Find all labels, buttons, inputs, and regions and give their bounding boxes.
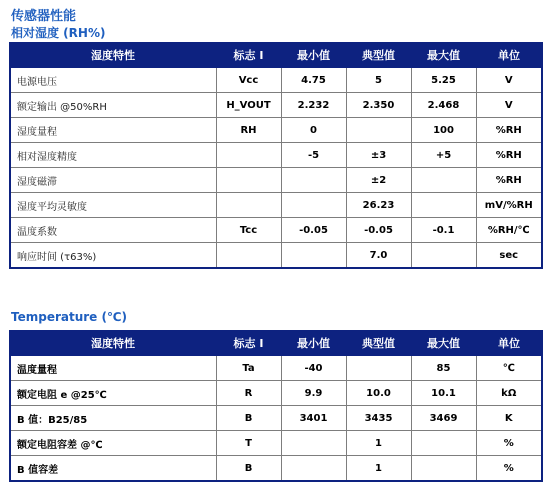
- row-name: 额定输出 @50%RH: [10, 93, 216, 118]
- row-name: B 值容差: [10, 456, 216, 482]
- row-name: 湿度量程: [10, 118, 216, 143]
- table-header-row: [10, 43, 542, 67]
- header-symbol: 标志 I: [216, 331, 281, 355]
- row-unit: mV/%RH: [476, 193, 542, 218]
- row-symbol: RH: [216, 118, 281, 143]
- table-row: [10, 93, 542, 118]
- header-characteristic: 湿度特性: [10, 331, 216, 355]
- row-name: 额定电阻容差 @℃: [10, 431, 216, 456]
- row-name: 电源电压: [10, 67, 216, 93]
- row-unit: sec: [476, 243, 542, 269]
- row-typ: 2.350: [346, 93, 411, 118]
- row-unit: %RH: [476, 118, 542, 143]
- row-max: 10.1: [411, 381, 476, 406]
- header-max: 最大值: [411, 331, 476, 355]
- row-typ: -0.05: [346, 218, 411, 243]
- row-unit: V: [476, 93, 542, 118]
- row-unit: ℃: [476, 355, 542, 381]
- header-symbol: 标志 I: [216, 43, 281, 67]
- table-row: [10, 168, 542, 193]
- row-unit: %RH/℃: [476, 218, 542, 243]
- table-row: [10, 456, 542, 482]
- row-name: 湿度磁滞: [10, 168, 216, 193]
- section-title: 传感器性能: [11, 9, 77, 24]
- row-min: -40: [281, 355, 346, 381]
- row-unit: K: [476, 406, 542, 431]
- row-min: [281, 431, 346, 456]
- table-row: [10, 355, 542, 381]
- header-characteristic: 湿度特性: [10, 43, 216, 67]
- row-name: 相对湿度精度: [10, 143, 216, 168]
- row-min: 4.75: [281, 67, 346, 93]
- row-symbol: [216, 168, 281, 193]
- row-typ: ±2: [346, 168, 411, 193]
- table-row: [10, 243, 542, 269]
- row-symbol: T: [216, 431, 281, 456]
- row-symbol: B: [216, 456, 281, 482]
- row-max: +5: [411, 143, 476, 168]
- row-min: [281, 168, 346, 193]
- row-symbol: [216, 243, 281, 269]
- row-unit: kΩ: [476, 381, 542, 406]
- row-typ: ±3: [346, 143, 411, 168]
- row-max: [411, 243, 476, 269]
- humidity-spec-table: [9, 42, 543, 269]
- row-min: [281, 456, 346, 482]
- row-typ: 1: [346, 456, 411, 482]
- row-unit: %: [476, 456, 542, 482]
- row-unit: %: [476, 431, 542, 456]
- row-symbol: H_VOUT: [216, 93, 281, 118]
- row-symbol: [216, 193, 281, 218]
- row-max: 85: [411, 355, 476, 381]
- row-max: 5.25: [411, 67, 476, 93]
- row-symbol: R: [216, 381, 281, 406]
- row-min: 0: [281, 118, 346, 143]
- row-name: 温度系数: [10, 218, 216, 243]
- row-name: 额定电阻 e @25℃: [10, 381, 216, 406]
- row-typ: 1: [346, 431, 411, 456]
- table-row: [10, 406, 542, 431]
- row-min: [281, 193, 346, 218]
- table-row: [10, 193, 542, 218]
- row-symbol: Ta: [216, 355, 281, 381]
- table-row: [10, 143, 542, 168]
- header-unit: 单位: [476, 331, 542, 355]
- row-unit: %RH: [476, 143, 542, 168]
- table-row: [10, 218, 542, 243]
- row-symbol: Vcc: [216, 67, 281, 93]
- table-row: [10, 118, 542, 143]
- row-max: [411, 193, 476, 218]
- header-typ: 典型值: [346, 43, 411, 67]
- table-header-row: [10, 331, 542, 355]
- row-min: 2.232: [281, 93, 346, 118]
- row-unit: V: [476, 67, 542, 93]
- row-max: 3469: [411, 406, 476, 431]
- row-typ: 10.0: [346, 381, 411, 406]
- header-min: 最小值: [281, 331, 346, 355]
- row-name: 湿度平均灵敏度: [10, 193, 216, 218]
- row-min: -5: [281, 143, 346, 168]
- header-unit: 单位: [476, 43, 542, 67]
- row-typ: [346, 355, 411, 381]
- temperature-spec-table: [9, 330, 543, 482]
- row-symbol: Tcc: [216, 218, 281, 243]
- row-max: -0.1: [411, 218, 476, 243]
- header-max: 最大值: [411, 43, 476, 67]
- table-row: [10, 381, 542, 406]
- header-min: 最小值: [281, 43, 346, 67]
- row-name: 温度量程: [10, 355, 216, 381]
- table-row: [10, 67, 542, 93]
- humidity-title: 相对湿度 (RH%): [11, 26, 106, 40]
- row-name: 响应时间 (τ63%): [10, 243, 216, 269]
- row-min: 9.9: [281, 381, 346, 406]
- row-max: [411, 168, 476, 193]
- row-min: -0.05: [281, 218, 346, 243]
- row-max: [411, 431, 476, 456]
- table-row: [10, 431, 542, 456]
- row-typ: 5: [346, 67, 411, 93]
- temperature-title: Temperature (℃): [11, 310, 127, 324]
- row-typ: [346, 118, 411, 143]
- row-typ: 7.0: [346, 243, 411, 269]
- row-symbol: [216, 143, 281, 168]
- row-min: [281, 243, 346, 269]
- row-max: 100: [411, 118, 476, 143]
- header-typ: 典型值: [346, 331, 411, 355]
- row-symbol: B: [216, 406, 281, 431]
- row-typ: 3435: [346, 406, 411, 431]
- row-max: [411, 456, 476, 482]
- row-min: 3401: [281, 406, 346, 431]
- row-name: B 值：B25/85: [10, 406, 216, 431]
- row-max: 2.468: [411, 93, 476, 118]
- row-typ: 26.23: [346, 193, 411, 218]
- row-unit: %RH: [476, 168, 542, 193]
